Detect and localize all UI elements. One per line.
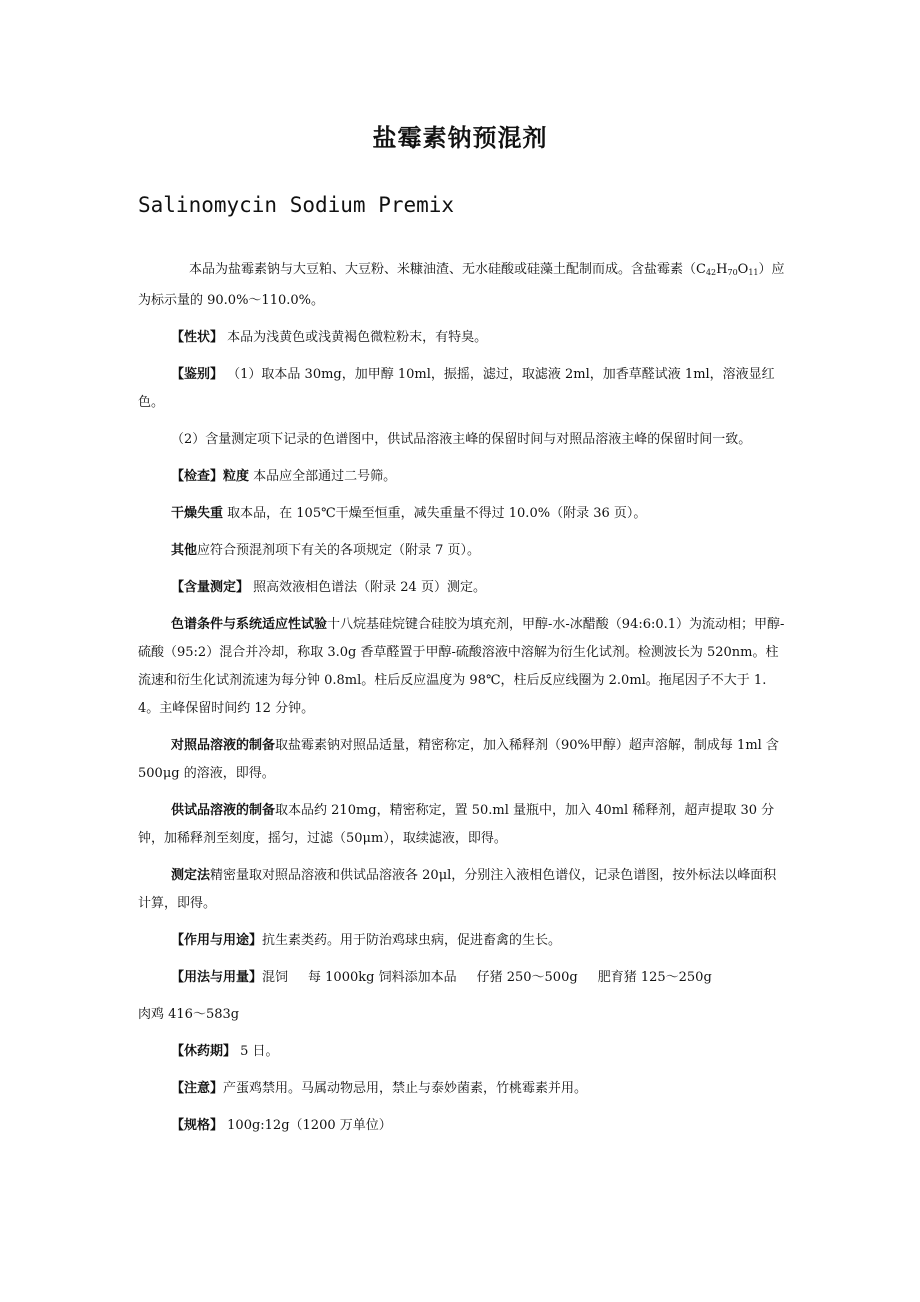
character-heading: 【性状】 (171, 330, 224, 345)
assay-heading: 【含量测定】 (171, 580, 250, 595)
dosage-continued: 肉鸡 416～583g (138, 1007, 240, 1022)
inspection-section: 【检查】粒度 本品应全部通过二号筛。 (171, 469, 397, 484)
usage-section: 【作用与用途】抗生素类药。用于防治鸡球虫病，促进畜禽的生长。 (171, 933, 562, 948)
drying-loss-section: 干燥失重 取本品，在 105℃干燥至恒重，减失重量不得过 10.0%（附录 36 页）。 (171, 506, 647, 521)
specification-section: 【规格】 100g:12g（1200 万单位） (171, 1118, 392, 1133)
page-subtitle: Salinomycin Sodium Premix (138, 193, 455, 217)
withdrawal-section: 【休药期】 5 日。 (171, 1044, 279, 1059)
dosage-heading: 【用法与用量】 (171, 970, 263, 985)
drying-loss-heading: 干燥失重 (171, 506, 224, 521)
chromatography-heading: 色谱条件与系统适应性试验 (171, 617, 328, 632)
method-heading: 测定法 (171, 868, 211, 883)
usage-heading: 【作用与用途】 (171, 933, 263, 948)
intro-paragraph: 本品为盐霉素钠与大豆粕、大豆粉、米糠油渣、无水硅酸或硅藻土配制而成。含盐霉素$(C_{42}H_{70}O_{11})$应为标示量的 90.0%～110.0%。 (138, 262, 785, 308)
other-section: 其他应符合预混剂项下有关的各项规定（附录 7 页）。 (171, 543, 481, 558)
reference-solution-heading: 对照品溶液的制备 (171, 738, 276, 753)
identification-heading: 【鉴别】 (171, 367, 224, 382)
character-section: 【性状】 本品为浅黄色或浅黄褐色微粒粉末，有特臭。 (171, 330, 488, 345)
caution-section: 【注意】产蛋鸡禁用。马属动物忌用，禁止与泰妙菌素，竹桃霉素并用。 (171, 1081, 588, 1096)
document-body (138, 256, 786, 1149)
other-heading: 其他 (171, 543, 198, 558)
identification-item-2: （2）含量测定项下记录的色谱图中，供试品溶液主峰的保留时间与对照品溶液主峰的保留时间一致。 (171, 432, 752, 447)
page-title: 盐霉素钠预混剂 (372, 124, 548, 152)
test-solution-section: 供试品溶液的制备取本品约 210mg，精密称定，置 50.ml 量瓶中，加入 40ml 稀释剂，超声提取 30 分钟，加稀释剂至刻度，摇匀，过滤（50μm），取续滤液，即得。 (138, 803, 775, 846)
withdrawal-heading: 【休药期】 (171, 1044, 237, 1059)
caution-heading: 【注意】 (171, 1081, 224, 1096)
test-solution-heading: 供试品溶液的制备 (171, 803, 276, 818)
dosage-section: 【用法与用量】混饲 每 1000kg 饲料添加本品 仔猪 250～500g 肥育猪 125～250g (171, 970, 712, 985)
chromatography-section: 色谱条件与系统适应性试验十八烷基硅烷键合硅胶为填充剂，甲醇-水-冰醋酸（94:6:0.1）为流动相；甲醇-硫酸（95:2）混合并冷却，称取 3.0g 香草醛置于甲醇-硫酸溶液中溶解为衍生化试剂。检测波长为 520nm。柱流速和衍生化试剂流速为每分钟 0.8ml。柱后反应温度为 98℃，柱后反应线圈为 2.0ml。拖尾因子不大于 1.4。主峰保留时间约 12 分钟。 (138, 617, 785, 716)
method-section: 测定法精密量取对照品溶液和供试品溶液各 20μl，分别注入液相色谱仪，记录色谱图，按外标法以峰面积计算，即得。 (138, 868, 777, 911)
assay-section: 【含量测定】 照高效液相色谱法（附录 24 页）测定。 (171, 580, 486, 595)
identification-section: 【鉴别】 （1）取本品 30mg，加甲醇 10ml，振摇，滤过，取滤液 2ml，加香草醛试液 1ml，溶液显红色。 (138, 367, 775, 410)
inspection-heading: 【检查】粒度 (171, 469, 250, 484)
specification-heading: 【规格】 (171, 1118, 224, 1133)
reference-solution-section: 对照品溶液的制备取盐霉素钠对照品适量，精密称定，加入稀释剂（90%甲醇）超声溶解，制成每 1ml 含 500μg 的溶液，即得。 (138, 738, 779, 781)
